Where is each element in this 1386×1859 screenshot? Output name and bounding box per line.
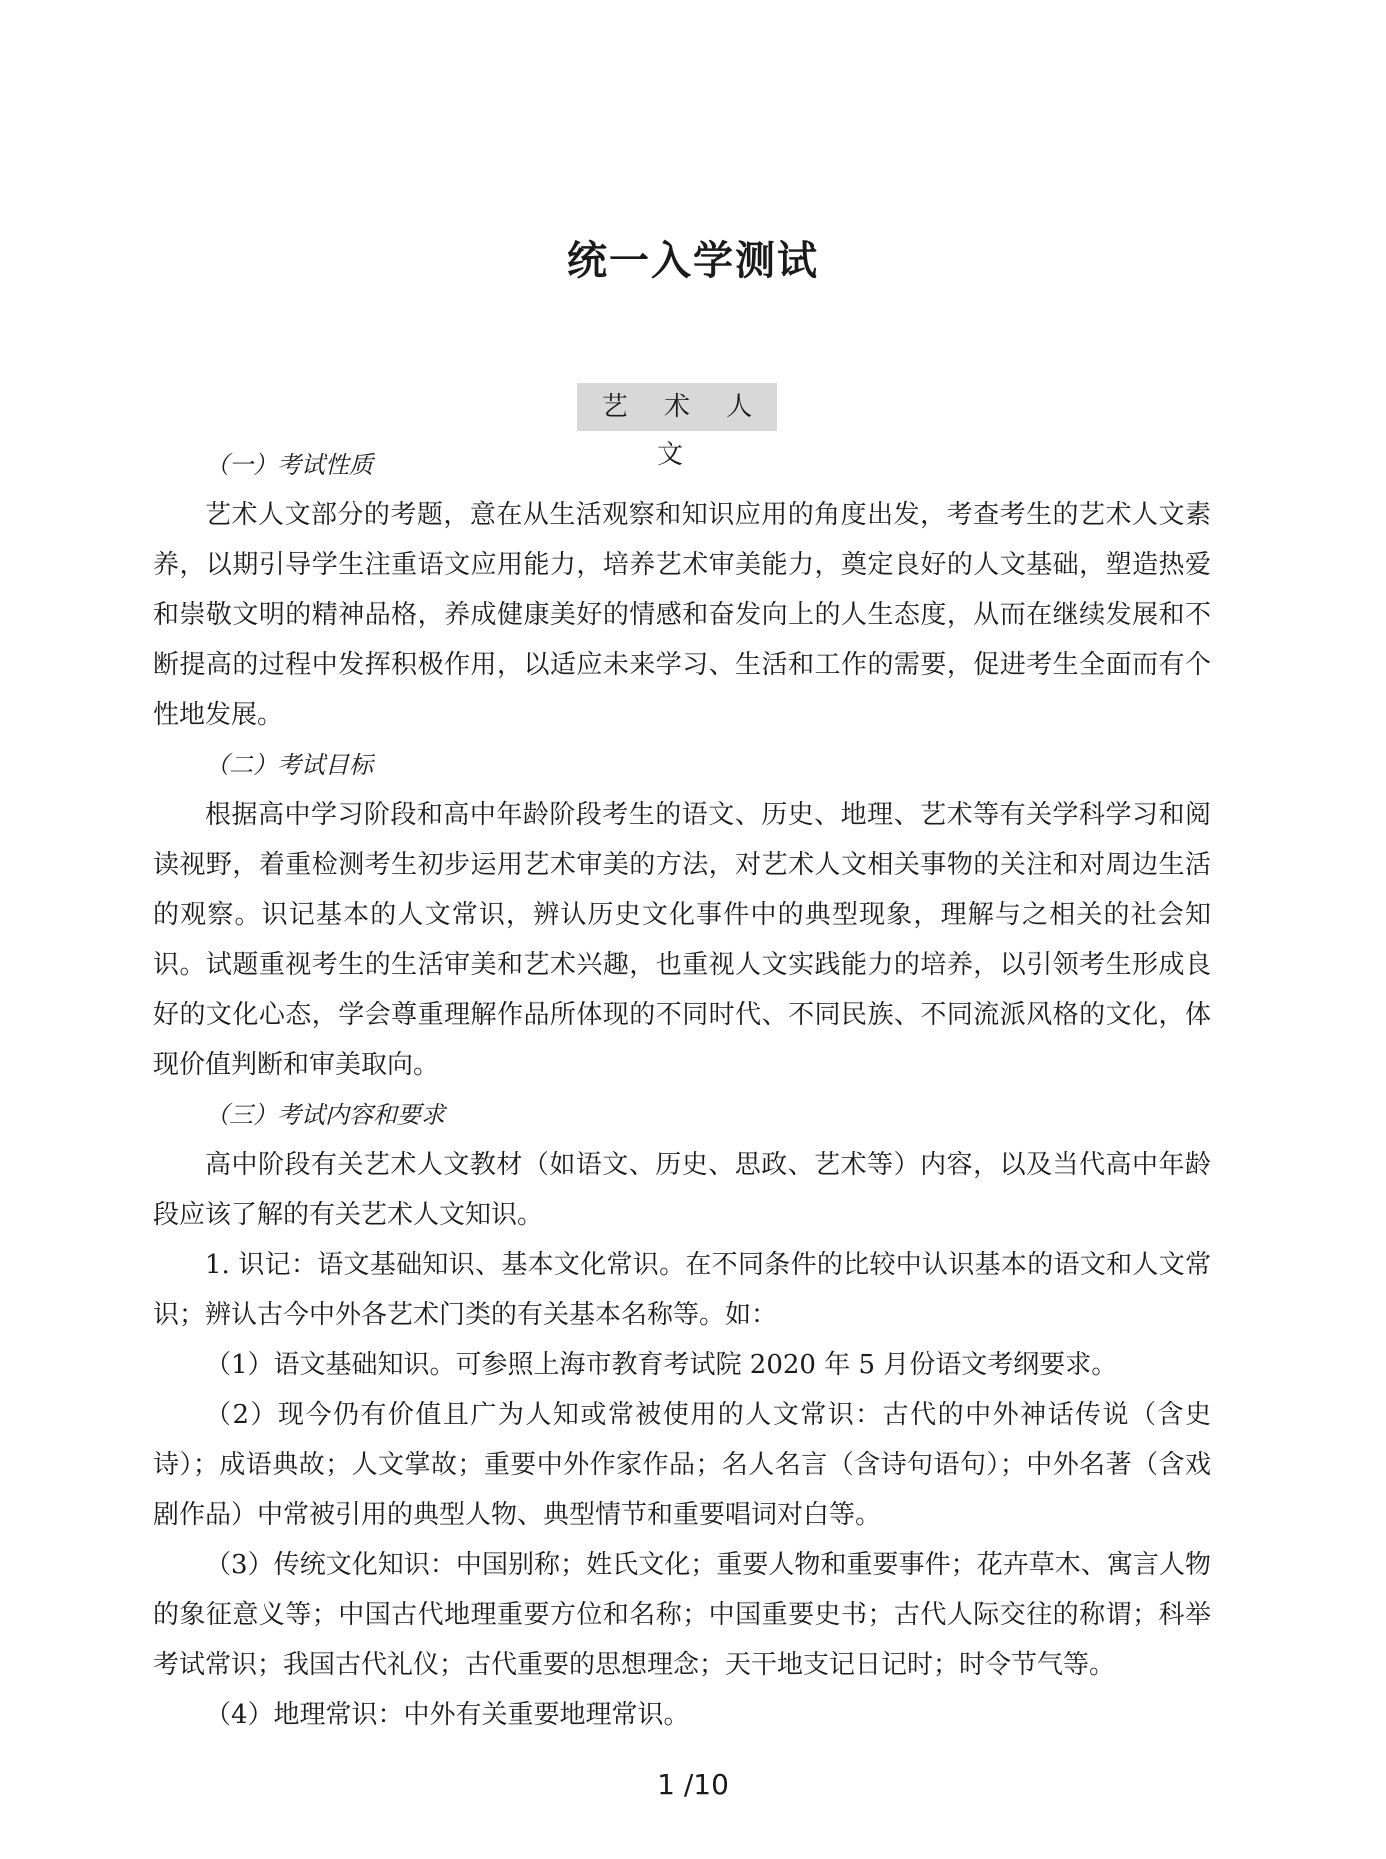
- list-item: （1）语文基础知识。可参照上海市教育考试院 2020 年 5 月份语文考纲要求。: [205, 1350, 1118, 1380]
- section-goals: [153, 740, 1211, 1090]
- list-item: （2）现今仍有价值且广为人知或常被使用的人文常识：古代的中外神话传说（含史诗）；成语典故；人文掌故；重要中外作家作品；名人名言（含诗句语句）；中外名著（含戏剧作品）中常被引用的典型人物、典型情节和重要唱词对白等。: [153, 1400, 1211, 1530]
- paragraph: 高中阶段有关艺术人文教材（如语文、历史、思政、艺术等）内容，以及当代高中年龄段应该了解的有关艺术人文知识。: [153, 1150, 1211, 1230]
- section-heading: （二）考试目标: [205, 751, 373, 779]
- document-body: [153, 440, 1211, 1740]
- page-number: 1 /10: [657, 1768, 729, 1801]
- section-content: [153, 1090, 1211, 1740]
- paragraph: 根据高中学习阶段和高中年龄阶段考生的语文、历史、地理、艺术等有关学科学习和阅读视野，着重检测考生初步运用艺术审美的方法，对艺术人文相关事物的关注和对周边生活的观察。识记基本的人文常识，辨认历史文化事件中的典型现象，理解与之相关的社会知识。试题重视考生的生活审美和艺术兴趣，也重视人文实践能力的培养，以引领考生形成良好的文化心态，学会尊重理解作品所体现的不同时代、不同民族、不同流派风格的文化，体现价值判断和审美取向。: [153, 800, 1211, 1080]
- section-heading: （三）考试内容和要求: [205, 1101, 445, 1129]
- list-item: 1. 识记：语文基础知识、基本文化常识。在不同条件的比较中认识基本的语文和人文常识；辨认古今中外各艺术门类的有关基本名称等。如：: [153, 1250, 1211, 1330]
- paragraph: 艺术人文部分的考题，意在从生活观察和知识应用的角度出发，考查考生的艺术人文素养，以期引导学生注重语文应用能力，培养艺术审美能力，奠定良好的人文基础，塑造热爱和崇敬文明的精神品格，养成健康美好的情感和奋发向上的人生态度，从而在继续发展和不断提高的过程中发挥积极作用，以适应未来学习、生活和工作的需要，促进考生全面而有个性地发展。: [153, 500, 1211, 730]
- section-nature: [153, 440, 1211, 740]
- list-item: （3）传统文化知识：中国别称；姓氏文化；重要人物和重要事件；花卉草木、寓言人物的象征意义等；中国古代地理重要方位和名称；中国重要史书；古代人际交往的称谓；科举考试常识；我国古代礼仪；古代重要的思想理念；天干地支记日记时；时令节气等。: [153, 1550, 1211, 1680]
- section-heading: （一）考试性质: [205, 451, 373, 479]
- list-item: （4）地理常识：中外有关重要地理常识。: [205, 1700, 690, 1730]
- page-title: 统一入学测试: [567, 238, 819, 284]
- section-label: 艺 术 人 文: [577, 383, 777, 431]
